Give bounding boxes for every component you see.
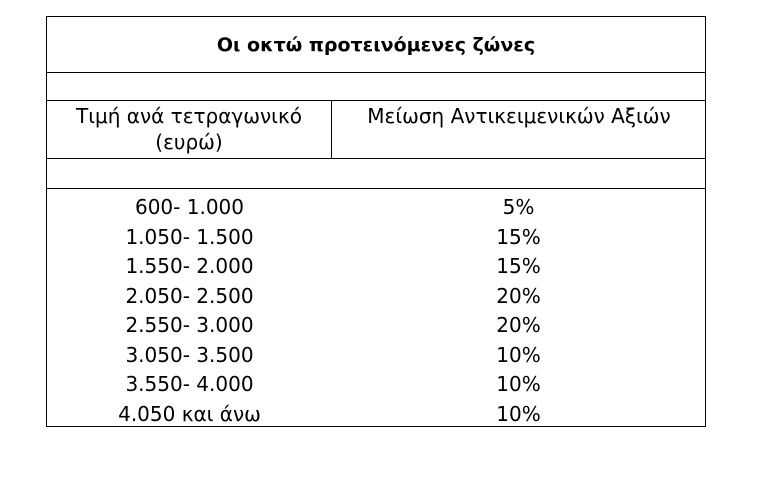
empty-row-middle [47, 159, 705, 189]
price-range-cell: 600- 1.000 [134, 195, 244, 219]
table-row [47, 282, 705, 312]
table-row [47, 311, 705, 341]
empty-row-top [47, 73, 705, 101]
reduction-cell: 20% [496, 313, 541, 337]
price-range-cell: 2.050- 2.500 [125, 283, 254, 308]
table-body [47, 193, 705, 429]
price-range-cell: 3.550- 4.000 [125, 372, 254, 396]
reduction-cell: 5% [502, 195, 535, 219]
header-price-line2: (ευρώ) [155, 130, 223, 154]
reduction-cell: 10% [496, 342, 541, 367]
reduction-cell: 10% [496, 401, 541, 426]
reduction-cell: 20% [496, 283, 541, 308]
table-row [47, 252, 705, 282]
price-range-cell: 1.550- 2.000 [125, 254, 254, 278]
price-range-cell: 3.050- 3.500 [125, 342, 254, 367]
header-reduction: Μείωση Αντικειμενικών Αξιών [367, 104, 671, 128]
table-row [47, 223, 705, 253]
header-price-per-sqm [47, 101, 332, 158]
table-row [47, 400, 705, 430]
table-row [47, 370, 705, 400]
table-row [47, 341, 705, 371]
table-row [47, 193, 705, 223]
header-price-line1: Τιμή ανά τετραγωνικό [76, 104, 302, 128]
table-header-row [47, 101, 705, 159]
table-title: Οι οκτώ προτεινόμενες ζώνες [47, 17, 705, 73]
reduction-cell: 15% [496, 224, 541, 249]
reduction-cell: 15% [496, 254, 541, 278]
reduction-cell: 10% [496, 372, 541, 396]
price-range-cell: 1.050- 1.500 [125, 224, 254, 249]
zones-table [46, 16, 706, 427]
price-range-cell: 4.050 και άνω [118, 401, 261, 426]
price-range-cell: 2.550- 3.000 [125, 313, 254, 337]
